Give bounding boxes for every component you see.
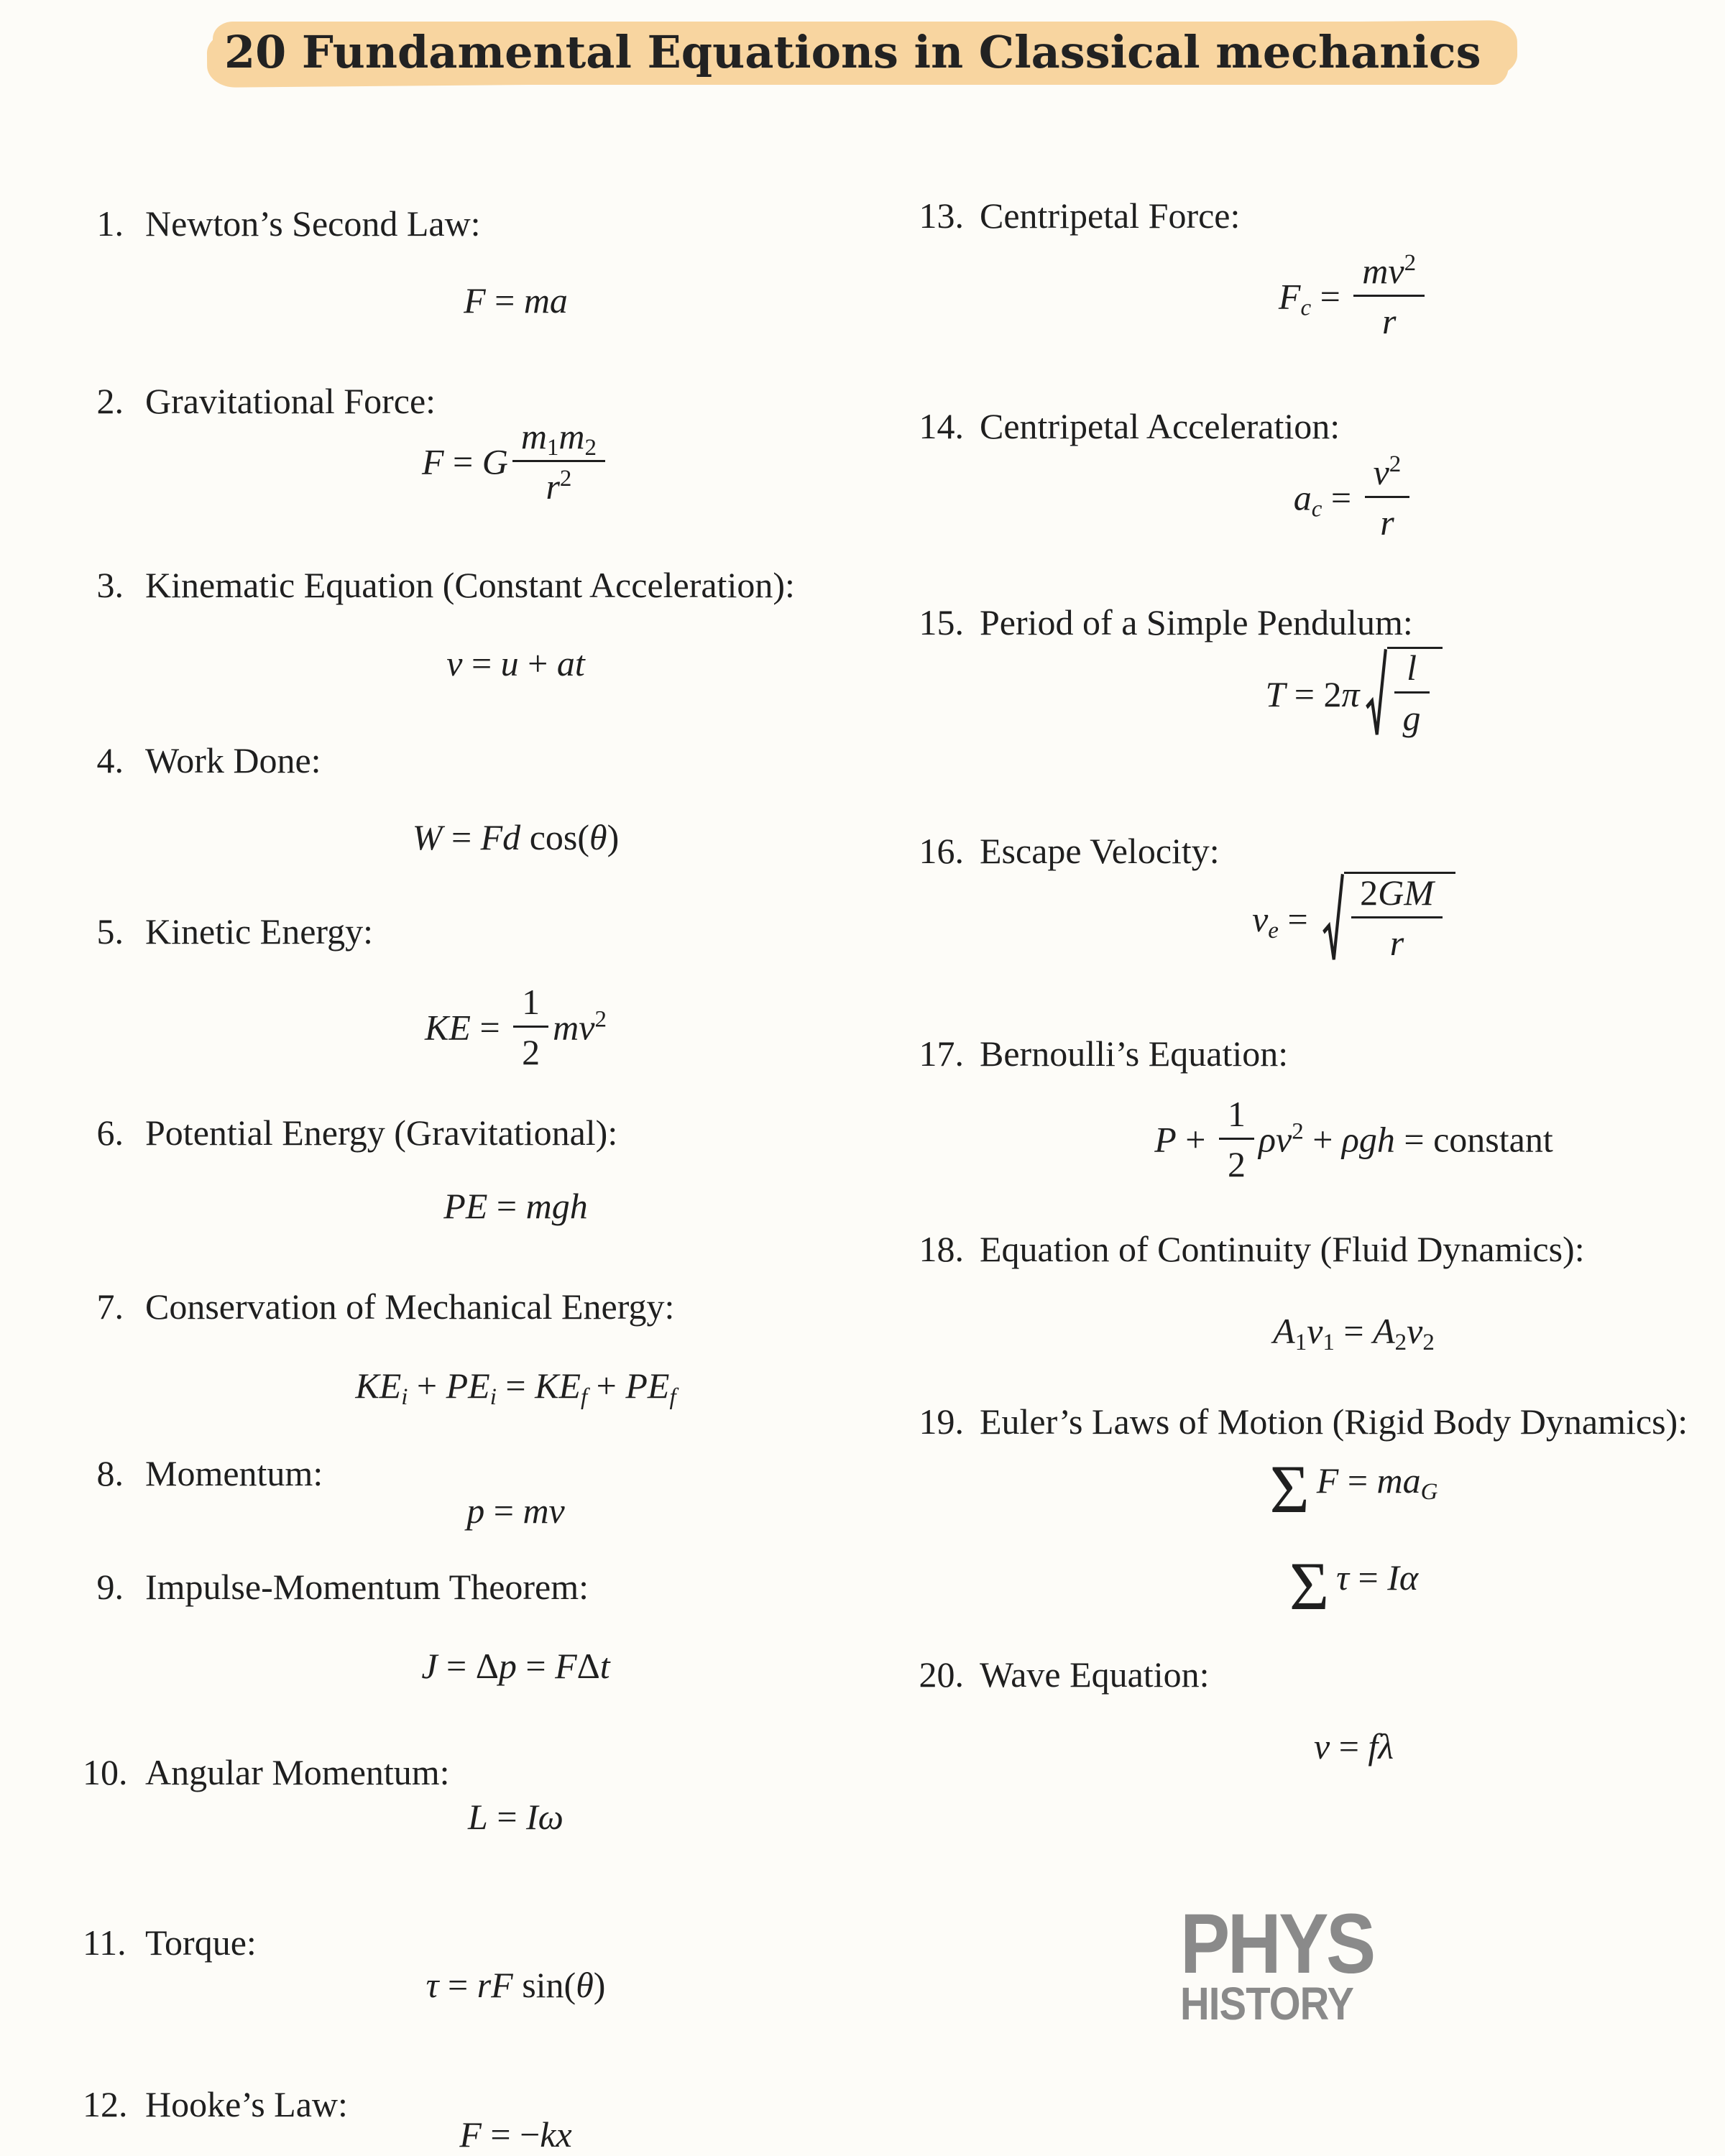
item-number: 16.: [919, 831, 964, 871]
math-token: =: [1278, 898, 1317, 939]
math-token: π: [1341, 673, 1360, 714]
equation: [147, 642, 884, 685]
item-number: 8.: [96, 1453, 124, 1493]
math-token: = Δ: [437, 1646, 499, 1686]
math-token: u: [500, 643, 519, 683]
equation: [986, 1547, 1721, 1624]
item-number: 9.: [96, 1567, 124, 1607]
list-item: [83, 1752, 450, 1794]
math-token: Fd: [480, 817, 521, 857]
phys-history-logo: [1180, 1897, 1374, 2030]
math-token: kx: [540, 2114, 572, 2155]
math-token: +: [1303, 1119, 1342, 1160]
list-item: [83, 1567, 589, 1608]
list-item: [83, 911, 373, 953]
math-token: F: [464, 280, 486, 321]
math-token: =: [487, 1186, 526, 1226]
math-token: m: [558, 416, 585, 456]
list-item: [83, 1112, 617, 1154]
list-item: [83, 203, 481, 245]
radical-icon: [1322, 872, 1344, 967]
math-token: 1: [1322, 1330, 1335, 1356]
math-token: θ: [576, 1965, 594, 2005]
math-token: ma: [523, 280, 568, 321]
math-token: mv: [553, 1007, 595, 1048]
item-title: Hooke’s Law:: [145, 2084, 348, 2124]
math-token: PE: [446, 1365, 490, 1406]
math-token: v: [446, 643, 463, 683]
item-title: Potential Energy (Gravitational):: [145, 1112, 618, 1153]
item-title: Conservation of Mechanical Energy:: [145, 1286, 675, 1327]
square-root: [1322, 872, 1455, 967]
math-token: =: [516, 1646, 556, 1686]
math-token: 2: [522, 1031, 540, 1072]
equation: [147, 1489, 884, 1532]
list-item: [83, 1286, 674, 1328]
math-token: ρgh: [1341, 1119, 1395, 1160]
math-token: 2: [1389, 451, 1402, 477]
math-token: r: [1389, 922, 1404, 963]
item-number: 7.: [96, 1286, 124, 1327]
math-token: =: [484, 1491, 523, 1531]
math-token: v: [1307, 1311, 1323, 1351]
math-token: r: [1380, 502, 1394, 543]
math-token: 2: [1360, 872, 1379, 913]
item-title: Euler’s Laws of Motion (Rigid Body Dynamics):: [980, 1401, 1688, 1442]
math-token: rF: [477, 1965, 513, 2005]
math-token: = −: [481, 2114, 540, 2155]
math-token: F: [421, 441, 444, 482]
math-token: PE: [625, 1365, 670, 1406]
math-token: L: [468, 1797, 488, 1837]
math-token: 1: [1228, 1094, 1246, 1134]
item-number: 13.: [919, 195, 964, 236]
equation: [147, 2113, 884, 2156]
math-token: τ: [1336, 1557, 1350, 1598]
math-token: Iα: [1387, 1557, 1419, 1598]
list-item: [902, 602, 1413, 644]
item-number: 14.: [919, 406, 964, 446]
list-item: [902, 406, 1340, 448]
item-number: 2.: [96, 381, 124, 421]
item-number: 1.: [96, 203, 124, 244]
math-token: ): [607, 817, 620, 857]
math-token: GM: [1378, 872, 1434, 913]
math-token: p: [466, 1491, 485, 1531]
item-title: Work Done:: [145, 740, 321, 780]
math-token: F: [459, 2114, 482, 2155]
math-token: 2: [1394, 1330, 1407, 1356]
equation: [986, 1725, 1721, 1768]
radical-icon: [1366, 647, 1387, 742]
math-token: mgh: [525, 1186, 588, 1226]
math-token: F: [1278, 276, 1301, 317]
math-token: = 2: [1285, 673, 1342, 714]
math-token: 2: [1422, 1330, 1435, 1356]
math-token: KE: [425, 1007, 471, 1048]
math-token: P: [1154, 1119, 1177, 1160]
item-number: 17.: [919, 1033, 964, 1074]
equation: [986, 1094, 1721, 1189]
equation: [147, 416, 884, 511]
math-token: 2: [559, 465, 572, 492]
math-token: cos(: [520, 817, 589, 857]
math-token: 2: [1292, 1118, 1304, 1145]
math-token: =: [1330, 1726, 1368, 1766]
math-token: =: [1311, 276, 1350, 317]
math-token: t: [599, 1646, 610, 1686]
math-token: PE: [443, 1186, 488, 1226]
equation: [986, 1450, 1721, 1527]
item-number: 15.: [919, 602, 964, 642]
item-number: 11.: [83, 1922, 126, 1963]
math-token: 2: [584, 435, 597, 461]
math-token: Σ: [1289, 1547, 1330, 1624]
item-title: Centripetal Acceleration:: [980, 406, 1340, 446]
math-token: T: [1265, 673, 1286, 714]
math-token: a: [1293, 477, 1312, 518]
math-token: = constant: [1394, 1119, 1553, 1160]
item-title: Kinematic Equation (Constant Acceleration):: [145, 565, 795, 605]
item-title: Angular Momentum:: [145, 1752, 450, 1792]
math-token: i: [489, 1384, 497, 1411]
math-token: W: [412, 817, 443, 857]
item-title: Period of a Simple Pendulum:: [980, 602, 1413, 642]
math-token: =: [443, 441, 482, 482]
math-token: =: [1334, 1311, 1374, 1351]
equation: [986, 1309, 1721, 1356]
math-token: e: [1268, 918, 1279, 944]
list-item: [83, 565, 795, 607]
math-token: =: [442, 817, 481, 857]
item-title: Gravitational Force:: [145, 381, 436, 421]
item-title: Escape Velocity:: [980, 831, 1220, 871]
math-token: =: [1338, 1460, 1377, 1501]
math-token: G: [1420, 1479, 1438, 1506]
math-token: F: [1316, 1460, 1339, 1501]
page-title: 20 Fundamental Equations in Classical mechanics: [224, 26, 1481, 78]
item-number: 19.: [919, 1401, 964, 1442]
fraction: [513, 982, 548, 1072]
item-title: Bernoulli’s Equation:: [980, 1033, 1289, 1074]
math-token: KE: [355, 1365, 402, 1406]
math-token: f: [581, 1384, 588, 1411]
logo-line-history: HISTORY: [1180, 1978, 1354, 2030]
item-number: 3.: [96, 565, 124, 605]
item-title: Equation of Continuity (Fluid Dynamics):: [980, 1229, 1585, 1269]
list-item: [902, 831, 1220, 872]
math-token: 2: [1228, 1143, 1246, 1184]
equation: [986, 249, 1721, 346]
fraction: [1394, 648, 1430, 738]
math-token: r: [1381, 300, 1397, 341]
math-token: ρv: [1259, 1119, 1292, 1160]
item-number: 5.: [96, 911, 124, 952]
math-token: +: [587, 1365, 626, 1406]
math-token: at: [556, 643, 585, 683]
item-number: 10.: [83, 1752, 128, 1792]
item-number: 12.: [83, 2084, 128, 2124]
equation: [147, 1184, 884, 1227]
math-token: v: [1407, 1311, 1423, 1351]
fraction: [512, 416, 605, 507]
equation: [147, 816, 884, 859]
item-title: Impulse-Momentum Theorem:: [145, 1567, 589, 1607]
math-token: =: [462, 643, 501, 683]
item-number: 4.: [96, 740, 124, 780]
item-title: Wave Equation:: [980, 1654, 1210, 1695]
list-item: [83, 381, 436, 423]
fraction: [1353, 251, 1425, 341]
math-token: +: [408, 1365, 446, 1406]
math-token: m: [520, 416, 547, 456]
equation: [147, 279, 884, 322]
equation: [147, 1795, 884, 1838]
math-token: mv: [1362, 251, 1404, 291]
item-number: 6.: [96, 1112, 124, 1153]
math-token: fλ: [1368, 1726, 1394, 1766]
math-token: 1: [546, 435, 559, 461]
math-token: τ: [426, 1965, 439, 2005]
list-item: [902, 1401, 1688, 1443]
list-item: [83, 1453, 323, 1495]
math-token: J: [421, 1646, 438, 1686]
math-token: r: [546, 466, 560, 507]
equation: [986, 451, 1721, 547]
equation: [147, 1644, 884, 1687]
math-token: =: [1322, 477, 1361, 518]
equation: [986, 872, 1721, 971]
math-token: ma: [1376, 1460, 1421, 1501]
math-token: F: [555, 1646, 577, 1686]
math-token: 1: [1294, 1330, 1307, 1356]
math-token: θ: [589, 817, 607, 857]
list-item: [83, 740, 321, 782]
math-token: Δ: [576, 1646, 600, 1686]
math-token: l: [1407, 648, 1417, 688]
math-token: v: [1314, 1726, 1330, 1766]
list-item: [902, 1229, 1585, 1271]
math-token: Σ: [1269, 1450, 1310, 1527]
math-token: +: [518, 643, 557, 683]
math-token: G: [482, 441, 508, 482]
math-token: =: [438, 1965, 477, 2005]
math-token: =: [1349, 1557, 1388, 1598]
math-token: =: [485, 280, 524, 321]
equation: [986, 650, 1721, 746]
math-token: 2: [1404, 249, 1417, 276]
math-token: Iω: [526, 1797, 564, 1837]
item-title: Torque:: [145, 1922, 257, 1963]
equation: [147, 1364, 884, 1411]
math-token: =: [496, 1365, 535, 1406]
equation: [147, 1963, 884, 2007]
math-token: sin(: [512, 1965, 576, 2005]
math-token: c: [1300, 295, 1312, 321]
item-number: 20.: [919, 1654, 964, 1695]
math-token: v: [1373, 452, 1389, 492]
fraction: [1219, 1094, 1254, 1184]
math-token: =: [487, 1797, 527, 1837]
equation: [147, 982, 884, 1077]
item-title: Newton’s Second Law:: [145, 203, 481, 244]
right-column: [902, 0, 1725, 2156]
list-item: [902, 1654, 1209, 1696]
math-token: KE: [535, 1365, 581, 1406]
item-title: Centripetal Force:: [980, 195, 1241, 236]
math-token: 2: [594, 1006, 607, 1033]
math-token: 1: [522, 982, 540, 1022]
math-token: p: [498, 1646, 517, 1686]
math-token: =: [470, 1007, 510, 1048]
math-token: g: [1402, 697, 1421, 738]
math-token: f: [669, 1384, 676, 1411]
logo-line-phys: PHYS: [1180, 1897, 1374, 1991]
list-item: [83, 1922, 257, 1964]
math-token: mv: [523, 1491, 565, 1531]
square-root: [1366, 647, 1443, 742]
item-title: Kinetic Energy:: [145, 911, 374, 952]
left-column: [83, 0, 888, 2156]
math-token: c: [1311, 496, 1322, 522]
math-token: A: [1273, 1311, 1295, 1351]
math-token: +: [1176, 1119, 1215, 1160]
math-token: i: [401, 1384, 408, 1411]
math-token: v: [1252, 898, 1269, 939]
list-item: [902, 195, 1240, 237]
fraction: [1365, 452, 1410, 543]
math-token: ): [593, 1965, 606, 2005]
item-title: Momentum:: [145, 1453, 323, 1493]
item-number: 18.: [919, 1229, 964, 1269]
math-token: A: [1373, 1311, 1395, 1351]
list-item: [902, 1033, 1288, 1075]
fraction: [1351, 872, 1443, 963]
